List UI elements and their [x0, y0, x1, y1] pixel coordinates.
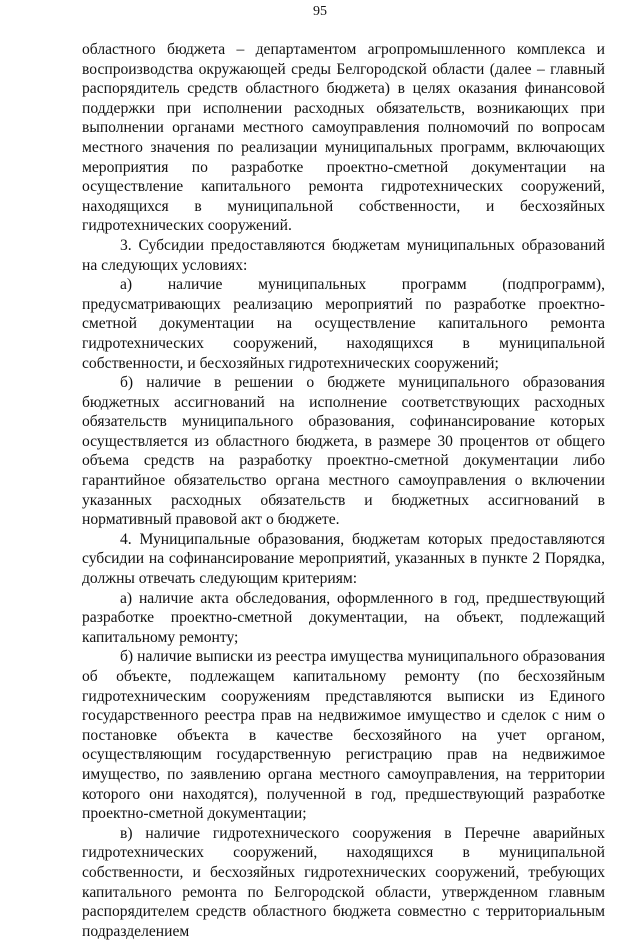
paragraph-item-4v: в) наличие гидротехнического сооружения в Перечне аварийных гидротехнических сооружений, находящихся в муниципальной собственности, и бесхозяйных гидротехнических сооружений, требующих капитального ремонта по Белгородской области, утвержденном главным распорядителем средств областного бюджета совместно с территориальным подразделением	[82, 824, 605, 940]
paragraph-item-4a: а) наличие акта обследования, оформленного в год, предшествующий разработке проектно-сметной документации, на объект, подлежащий капитальному ремонту;	[82, 589, 605, 646]
paragraph-item-4b: б) наличие выписки из реестра имущества муниципального образования об объекте, подлежащем капитальному ремонту (по бесхозяйным гидротехническим сооружениям представляются выписки из Единого государственного реестра прав на недвижимое имущество и сделок с ним о постановке объекта в качестве бесхозяйного на учет органом, осуществляющим государственную регистрацию прав на недвижимое имущество, по заявлению органа местного самоуправления, на территории которого они находятся), полученной в год, предшествующий разработке проектно-сметной документации;	[82, 648, 605, 823]
document-body	[82, 40, 605, 941]
paragraph-item-3: 3. Субсидии предоставляются бюджетам муниципальных образований на следующих условиях:	[82, 236, 605, 274]
paragraph-continuation: областного бюджета – департаментом агропромышленного комплекса и воспроизводства окружающей среды Белгородской области (далее – главный распорядитель средств областного бюджета) в целях оказания финансовой поддержки при исполнении расходных обязательств, возникающих при выполнении органами местного самоуправления полномочий по вопросам местного значения по реализации муниципальных программ, включающих мероприятия по разработке проектно-сметной документации на осуществление капитального ремонта гидротехнических сооружений, находящихся в муниципальной собственности, и бесхозяйных гидротехнических сооружений.	[82, 41, 605, 235]
page-number: 95	[313, 4, 327, 19]
paragraph-item-3b: б) наличие в решении о бюджете муниципального образования бюджетных ассигнований на исполнение соответствующих расходных обязательств муниципального образования, софинансирование которых осуществляется из областного бюджета, в размере 30 процентов от общего объема средств на разработку проектно-сметной документации либо гарантийное обязательство органа местного самоуправления о включении указанных расходных обязательств и бюджетных ассигнований в нормативный правовой акт о бюджете.	[82, 374, 605, 529]
paragraph-item-4: 4. Муниципальные образования, бюджетам которых предоставляются субсидии на софинансирование мероприятий, указанных в пункте 2 Порядка, должны отвечать следующим критериям:	[82, 530, 605, 588]
paragraph-item-3a: а) наличие муниципальных программ (подпрограмм), предусматривающих реализацию мероприятий по разработке проектно-сметной документации на осуществление капитального ремонта гидротехнических сооружений, находящихся в муниципальной собственности, и бесхозяйных гидротехнических сооружений;	[82, 276, 605, 372]
